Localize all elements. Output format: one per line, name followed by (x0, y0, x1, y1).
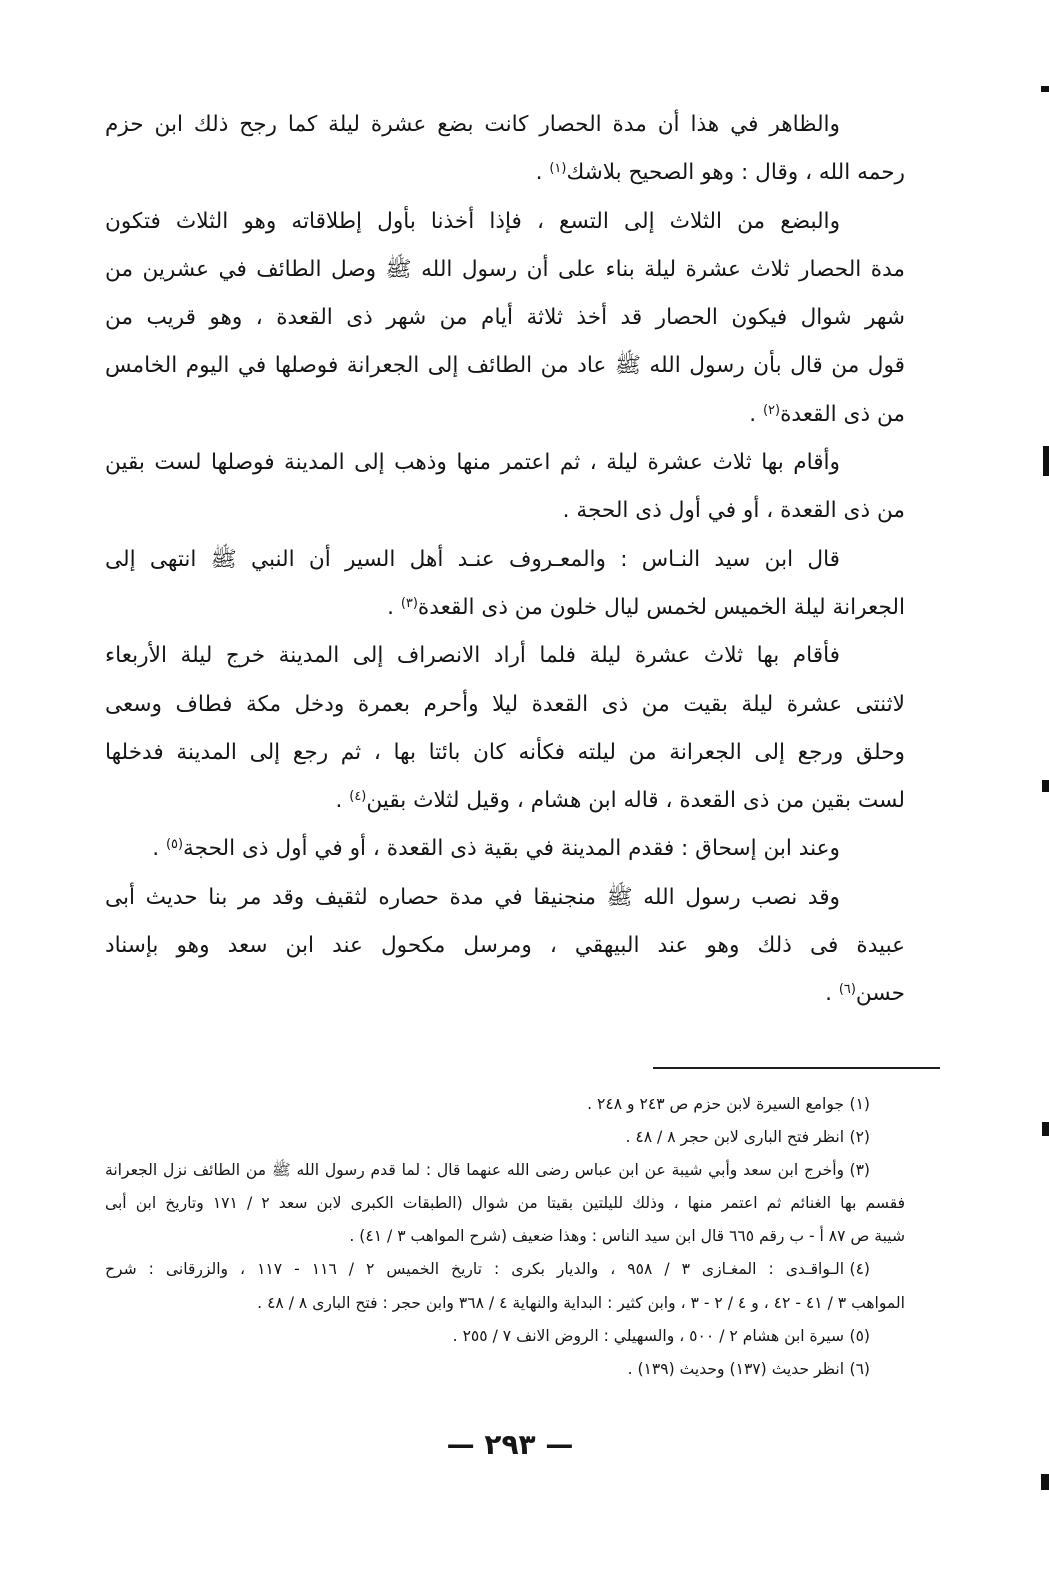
footnote-line (105, 1088, 905, 1121)
footnote-line: فقسم بها الغنائم ثم اعتمر منها ، وذلك لليلتين بقيتا من شوال (الطبقات الكبرى لابن سعد ٢ / ١٧١ وتاريخ ابن أبى (105, 1194, 906, 1213)
line-tail: . (152, 836, 166, 862)
scan-mark (1043, 446, 1049, 476)
footnote (105, 1121, 905, 1154)
line-tail: . (335, 788, 350, 814)
footnote-ref: (٢) (762, 402, 781, 418)
line-text: وعند ابن إسحاق : فقدم المدينة في بقية ذى القعدة ، أو في أول ذى الحجة (183, 836, 840, 862)
footnote-line (105, 1353, 905, 1386)
paragraph (105, 536, 905, 633)
main-text (105, 101, 905, 1019)
footnote-text: وأخرج ابن سعد وأبي شيبة عن ابن عباس رضى الله عنهما قال : لما قدم رسول الله ﷺ من الطائف نزل الجعرانة (105, 1161, 845, 1180)
text-line: قال ابن سيد النـاس : والمعـروف عنـد أهل السير أن النبي ﷺ انتهى إلى (105, 546, 840, 572)
footnote-marker: (٥) (849, 1326, 870, 1345)
footnote (105, 1154, 905, 1253)
footnote-text: جوامع السيرة لابن حزم ص ٢٤٣ و ٢٤٨ . (587, 1095, 845, 1113)
paragraph (105, 874, 905, 1019)
text-line (105, 777, 905, 825)
scan-mark (1042, 780, 1049, 792)
footnote-text: انظر فتح البارى لابن حجر ٨ / ٤٨ . (625, 1128, 845, 1147)
paragraph (105, 632, 905, 825)
footnote-ref: (٤) (349, 789, 367, 805)
text-line (105, 391, 905, 439)
paragraph (105, 439, 905, 536)
footnote-marker: (٣) (849, 1161, 870, 1180)
footnotes (105, 1088, 905, 1386)
footnote-ref: (٦) (838, 982, 856, 998)
line-tail: . (387, 594, 401, 620)
text-line (105, 149, 905, 197)
text-line: وأقام بها ثلاث عشرة ليلة ، ثم اعتمر منها وذهب إلى المدينة فوصلها لست بقين (105, 450, 840, 476)
text-line: عبيدة فى ذلك وهو عند البيهقي ، ومرسل مكحول عند ابن سعد وهو بإسناد (105, 933, 905, 959)
line-tail: . (535, 160, 550, 186)
footnote-separator (653, 1067, 940, 1069)
scan-mark (1042, 1122, 1049, 1136)
footnote (105, 1353, 905, 1386)
text-line: لاثنتى عشرة ليلة بقيت من ذى القعدة ليلا وأحرم بعمرة ودخل مكة فطاف وسعى (105, 691, 905, 717)
footnote-marker: (٤) (849, 1260, 870, 1279)
footnote-text: الـواقـدى : المغـازى ٣ / ٩٥٨ ، والديار بكرى : تاريخ الخميس ٢ / ١١٦ - ١١٧ ، والزرقانى : شرح (105, 1260, 845, 1279)
footnote-line: شيبة ص ٨٧ أ - ب رقم ٦٦٥ قال ابن سيد الناس : وهذا ضعيف (شرح المواهب ٣ / ٤١) . (349, 1227, 905, 1246)
footnote-marker: (٦) (849, 1359, 870, 1378)
footnote-marker: (٢) (849, 1128, 870, 1147)
line-text: من ذى القعدة (780, 401, 905, 427)
footnote-text: انظر حديث (١٣٧) وحديث (١٣٩) . (627, 1359, 845, 1378)
line-text: رحمه الله ، وقال : وهو الصحيح بلاشك (566, 160, 905, 186)
text-line: مدة الحصار ثلاث عشرة ليلة بناء على أن رسول الله ﷺ وصل الطائف في عشرين من (105, 256, 905, 282)
footnote-line (105, 1253, 905, 1286)
footnote-ref: (٣) (400, 595, 418, 611)
footnote-line (105, 1154, 905, 1187)
footnote (105, 1320, 905, 1353)
text-line: والبضع من الثلاث إلى التسع ، فإذا أخذنا بأول إطلاقاته وهو الثلاث فتكون (105, 208, 840, 234)
footnote-marker: (١) (849, 1095, 870, 1113)
paragraph (105, 198, 905, 439)
text-line: شهر شوال فيكون الحصار قد أخذ ثلاثة أيام من شهر ذى القعدة ، وهو قريب من (105, 305, 905, 331)
footnote (105, 1253, 905, 1319)
footnote-ref: (٥) (165, 837, 184, 853)
page-number: — ٢٩٣ — (446, 1428, 574, 1461)
footnote-text: سيرة ابن هشام ٢ / ٥٠٠ ، والسهيلي : الروض الانف ٧ / ٢٥٥ . (452, 1326, 845, 1345)
footnote-line: المواهب ٣ / ٤١ - ٤٢ ، و ٤ / ٢ - ٣ ، وابن كثير : البداية والنهاية ٤ / ٣٦٨ وابن حجر : فتح البارى ٨ / ٤٨ . (257, 1293, 905, 1312)
footnote (105, 1088, 905, 1121)
text-line (105, 825, 905, 873)
scan-mark (1041, 86, 1049, 92)
scan-mark (1041, 1474, 1049, 1490)
text-line (105, 584, 905, 632)
line-tail: . (825, 981, 839, 1007)
text-line: فأقام بها ثلاث عشرة ليلة فلما أراد الانصراف إلى المدينة خرج ليلة الأربعاء (105, 643, 840, 669)
text-line: من ذى القعدة ، أو في أول ذى الحجة . (562, 498, 905, 524)
line-tail: . (749, 401, 763, 427)
footnote-line (105, 1121, 905, 1154)
paragraph (105, 825, 905, 873)
line-text: حسن (855, 981, 905, 1007)
footnote-line (105, 1320, 905, 1353)
footnote-ref: (١) (549, 161, 567, 177)
paragraph (105, 101, 905, 198)
text-line (105, 970, 905, 1018)
line-text: لست بقين من ذى القعدة ، قاله ابن هشام ، وقيل لثلاث بقين (366, 788, 905, 814)
text-line: وحلق ورجع إلى الجعرانة من ليلته فكأنه كان بائتا بها ، ثم رجع إلى المدينة فدخلها (105, 739, 905, 765)
line-text: الجعرانة ليلة الخميس لخمس ليال خلون من ذى القعدة (417, 594, 905, 620)
text-line: قول من قال بأن رسول الله ﷺ عاد من الطائف إلى الجعرانة فوصلها في اليوم الخامس (105, 353, 905, 379)
text-line: والظاهر في هذا أن مدة الحصار كانت بضع عشرة ليلة كما رجح ذلك ابن حزم (105, 112, 840, 137)
text-line: وقد نصب رسول الله ﷺ منجنيقا في مدة حصاره لثقيف وقد مر بنا حديث أبى (105, 884, 840, 910)
